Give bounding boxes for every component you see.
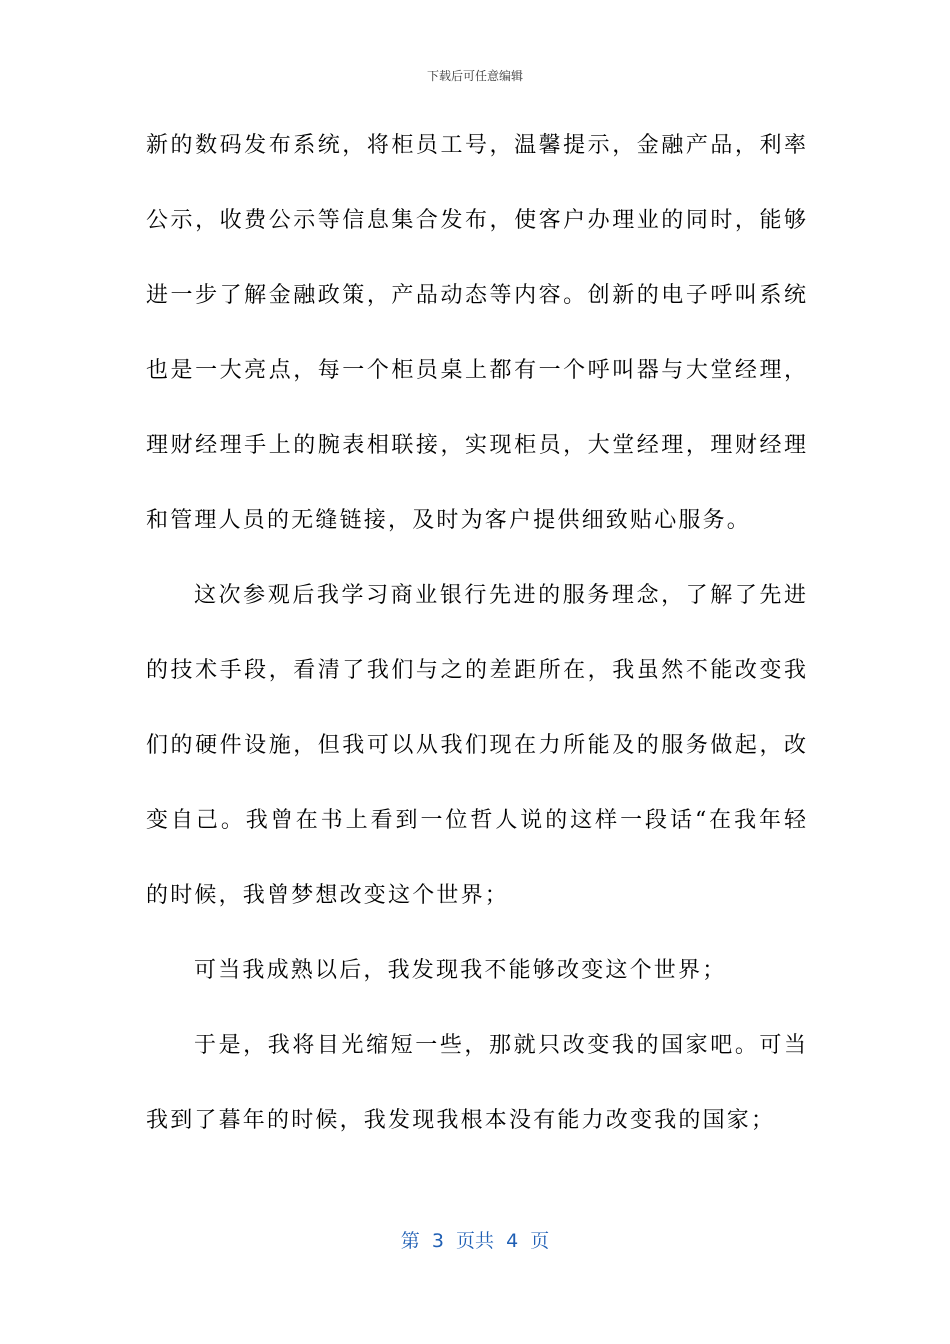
paragraph-4-line-2: 我到了暮年的时候，我发现我根本没有能力改变我的国家；	[146, 1108, 776, 1133]
paragraph-1-line-5: 理财经理手上的腕表相联接，实现柜员，大堂经理，理财经理	[146, 433, 806, 458]
paragraph-1-line-6: 和管理人员的无缝链接，及时为客户提供细致贴心服务。	[146, 508, 752, 533]
paragraph-1-line-4: 也是一大亮点，每一个柜员桌上都有一个呼叫器与大堂经理，	[146, 358, 806, 383]
paragraph-1-line-2: 公示，收费公示等信息集合发布，使客户办理业的同时，能够	[146, 208, 806, 233]
paragraph-2-line-1: 这次参观后我学习商业银行先进的服务理念，了解了先进	[194, 583, 806, 608]
paragraph-2-line-3: 们的硬件设施，但我可以从我们现在力所能及的服务做起，改	[146, 733, 806, 758]
body-text	[146, 118, 806, 1168]
page-number-footer: 第 3 页共 4 页	[400, 1230, 550, 1252]
paragraph-4-line-1: 于是，我将目光缩短一些，那就只改变我的国家吧。可当	[194, 1033, 806, 1058]
paragraph-2-line-2: 的技术手段，看清了我们与之的差距所在，我虽然不能改变我	[146, 658, 806, 683]
header-note: 下载后可任意编辑	[426, 69, 523, 83]
paragraph-2-line-4: 变自己。我曾在书上看到一位哲人说的这样一段话“在我年轻	[146, 808, 806, 833]
paragraph-3-line-1: 可当我成熟以后，我发现我不能够改变这个世界；	[194, 958, 727, 983]
paragraph-2-line-5: 的时候，我曾梦想改变这个世界；	[146, 883, 510, 908]
paragraph-1-line-3: 进一步了解金融政策，产品动态等内容。创新的电子呼叫系统	[146, 283, 806, 308]
paragraph-1-line-1: 新的数码发布系统，将柜员工号，温馨提示，金融产品，利率	[146, 133, 806, 158]
